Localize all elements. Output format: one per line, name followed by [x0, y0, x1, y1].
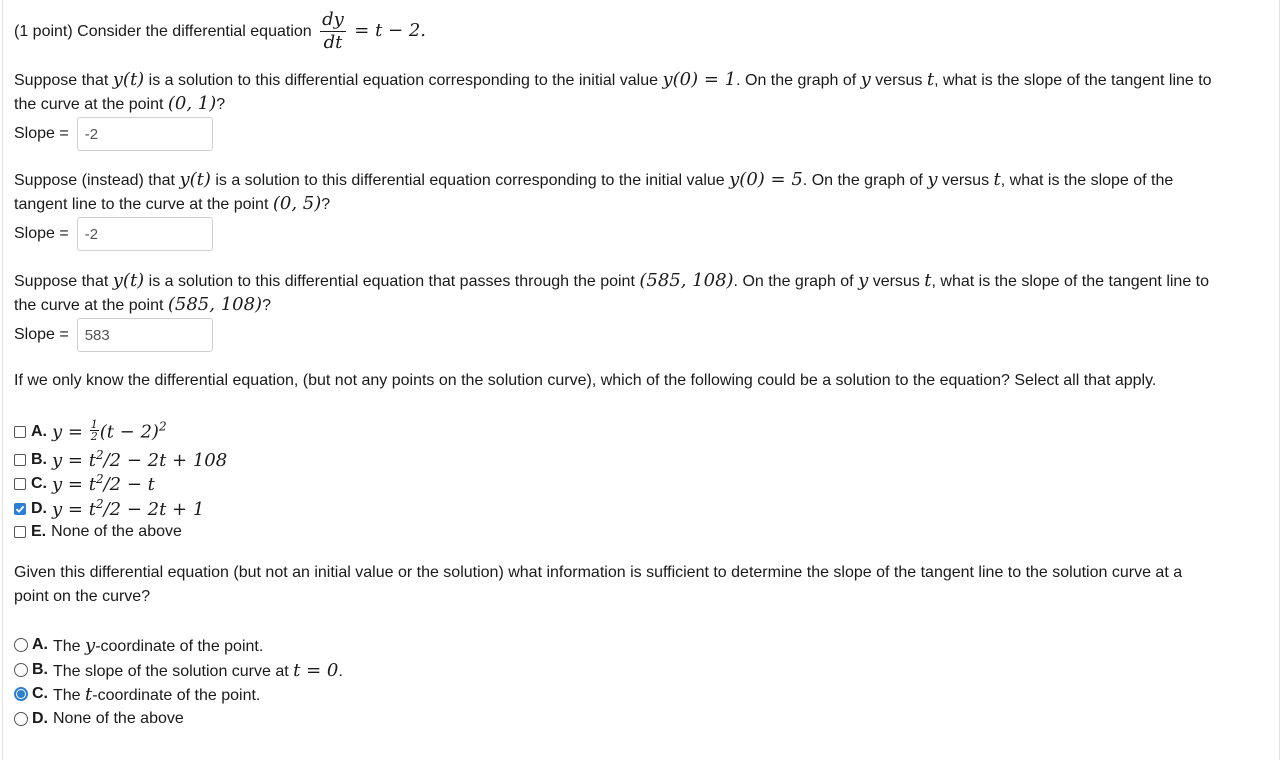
option-label: E.	[31, 523, 47, 540]
part4-option-d[interactable]	[14, 497, 204, 521]
radio-d[interactable]	[14, 712, 28, 726]
part2-answer-row	[14, 217, 213, 251]
slope-label: Slope =	[14, 225, 69, 242]
option-label: D.	[31, 500, 47, 517]
text-segment: . On the graph of	[802, 172, 928, 189]
part4-option-a[interactable]	[14, 417, 167, 444]
math-expression: y	[860, 69, 871, 90]
option-a-text	[53, 635, 263, 656]
option-label: B.	[32, 661, 48, 678]
problem-statement	[14, 8, 426, 55]
math-expression: t	[926, 69, 935, 90]
math-expression: y	[858, 270, 869, 291]
part2-question-line2	[14, 192, 330, 217]
part5-question-line2: point on the curve?	[14, 588, 151, 605]
text-segment: The slope of the solution curve at	[53, 662, 294, 680]
text-segment: .	[338, 662, 343, 680]
fraction-denominator: dt	[323, 32, 343, 54]
math-expression: t	[993, 169, 1001, 190]
option-label: A.	[31, 423, 47, 440]
text-segment: ?	[216, 96, 226, 113]
part4-option-e[interactable]	[14, 520, 182, 544]
radio-dot-icon	[17, 690, 25, 698]
checkbox-b[interactable]	[14, 454, 26, 466]
text-segment: versus	[937, 172, 994, 189]
text-segment: is a solution to this differential equation corresponding to the initial value	[210, 172, 730, 189]
text-segment: versus	[870, 72, 927, 89]
math-expression: (0, 1)	[167, 93, 217, 114]
math-expression: (585, 108)	[167, 294, 263, 315]
text-segment: . On the graph of	[733, 273, 859, 290]
text-segment: The	[53, 637, 86, 655]
slope-label: Slope =	[14, 125, 69, 142]
text-segment: is a solution to this differential equation that passes through the point	[144, 273, 640, 290]
checkbox-d-checked[interactable]	[14, 503, 26, 515]
equation-rhs: = t − 2.	[354, 20, 427, 41]
checkbox-a[interactable]	[14, 426, 26, 438]
math-expression: y(0) = 1	[662, 69, 737, 90]
math-expression: t	[85, 683, 93, 705]
math-expression: y	[927, 169, 938, 190]
text-segment: Suppose that	[14, 72, 113, 89]
text-segment: ?	[321, 196, 331, 213]
option-c-text	[53, 684, 260, 705]
checkbox-e[interactable]	[14, 526, 26, 538]
math-expression: t = 0	[293, 659, 339, 681]
text-segment: , what is the slope of the	[1000, 172, 1174, 189]
part4-option-c[interactable]	[14, 472, 155, 496]
text-segment: the curve at the point	[14, 96, 168, 113]
text-segment: Suppose (instead) that	[14, 172, 180, 189]
part2-question-line1	[14, 168, 1173, 193]
part5-question-line1: Given this differential equation (but not an initial value or the solution) what information is sufficient to determine the slope of the tangent line to the solution curve at a	[14, 564, 1183, 581]
option-e-text: None of the above	[51, 523, 182, 540]
math-expression: y	[85, 634, 96, 656]
text-segment: The	[53, 686, 86, 704]
part1-slope-input[interactable]: -2	[77, 117, 213, 151]
radio-b[interactable]	[14, 663, 28, 677]
part5-option-c[interactable]	[14, 682, 260, 706]
option-b-text	[53, 660, 343, 681]
slope-label: Slope =	[14, 326, 69, 343]
part3-question-line2	[14, 293, 271, 318]
text-segment: -coordinate of the point.	[95, 637, 264, 655]
option-label: A.	[32, 636, 48, 653]
part3-slope-input[interactable]: 583	[77, 318, 213, 352]
part4-question: If we only know the differential equation, (but not any points on the solution curve), which of the following could be a solution to the equation? Select all that apply.	[14, 372, 1157, 389]
derivative-fraction	[320, 9, 346, 54]
part1-question-line2	[14, 92, 225, 117]
option-a-equation: y = $\frac{1}{2}$ $(t - 2)^2$	[52, 417, 167, 443]
part4-option-b[interactable]	[14, 448, 227, 472]
option-label: B.	[31, 451, 47, 468]
math-expression: y(0) = 5	[729, 169, 803, 190]
text-segment: is a solution to this differential equation corresponding to the initial value	[144, 72, 663, 89]
math-expression: t	[924, 270, 932, 291]
radio-a[interactable]	[14, 638, 28, 652]
text-segment: None of the above	[53, 710, 184, 727]
text-segment: tangent line to the curve at the point	[14, 196, 273, 213]
intro-text: (1 point) Consider the differential equation	[14, 23, 312, 40]
part5-option-a[interactable]	[14, 633, 263, 657]
part2-slope-input[interactable]: -2	[77, 217, 213, 251]
option-label: C.	[31, 475, 47, 492]
part5-option-b[interactable]	[14, 658, 343, 682]
checkbox-c[interactable]	[14, 478, 26, 490]
text-segment: , what is the slope of the tangent line to	[934, 72, 1212, 89]
option-c-equation: $y = t^2/2 - t$	[52, 471, 155, 495]
math-expression: (0, 5)	[272, 193, 322, 214]
option-label: D.	[32, 710, 48, 727]
text-segment: versus	[868, 273, 925, 290]
radio-c-selected[interactable]	[14, 687, 28, 701]
math-expression: y(t)	[112, 69, 145, 90]
checkmark-icon	[15, 504, 25, 514]
part1-question-line1	[14, 68, 1212, 93]
text-segment: Suppose that	[14, 273, 113, 290]
math-expression: y(t)	[179, 169, 211, 190]
math-expression: (585, 108)	[639, 270, 734, 291]
part5-option-d[interactable]	[14, 707, 184, 731]
part3-question-line1	[14, 269, 1209, 294]
part1-answer-row	[14, 117, 213, 151]
text-segment: the curve at the point	[14, 297, 168, 314]
text-segment: . On the graph of	[736, 72, 861, 89]
option-label: C.	[32, 685, 48, 702]
fraction-numerator: dy	[322, 9, 344, 31]
option-d-equation: $y = t^2/2 - 2t + 1$	[52, 496, 205, 520]
part3-answer-row	[14, 318, 213, 352]
option-d-text	[53, 710, 184, 728]
math-expression: y(t)	[112, 270, 145, 291]
text-segment: -coordinate of the point.	[92, 686, 261, 704]
text-segment: , what is the slope of the tangent line to	[931, 273, 1210, 290]
option-b-equation: $y = t^2/2 - 2t + 108$	[52, 447, 228, 471]
text-segment: ?	[262, 297, 271, 314]
